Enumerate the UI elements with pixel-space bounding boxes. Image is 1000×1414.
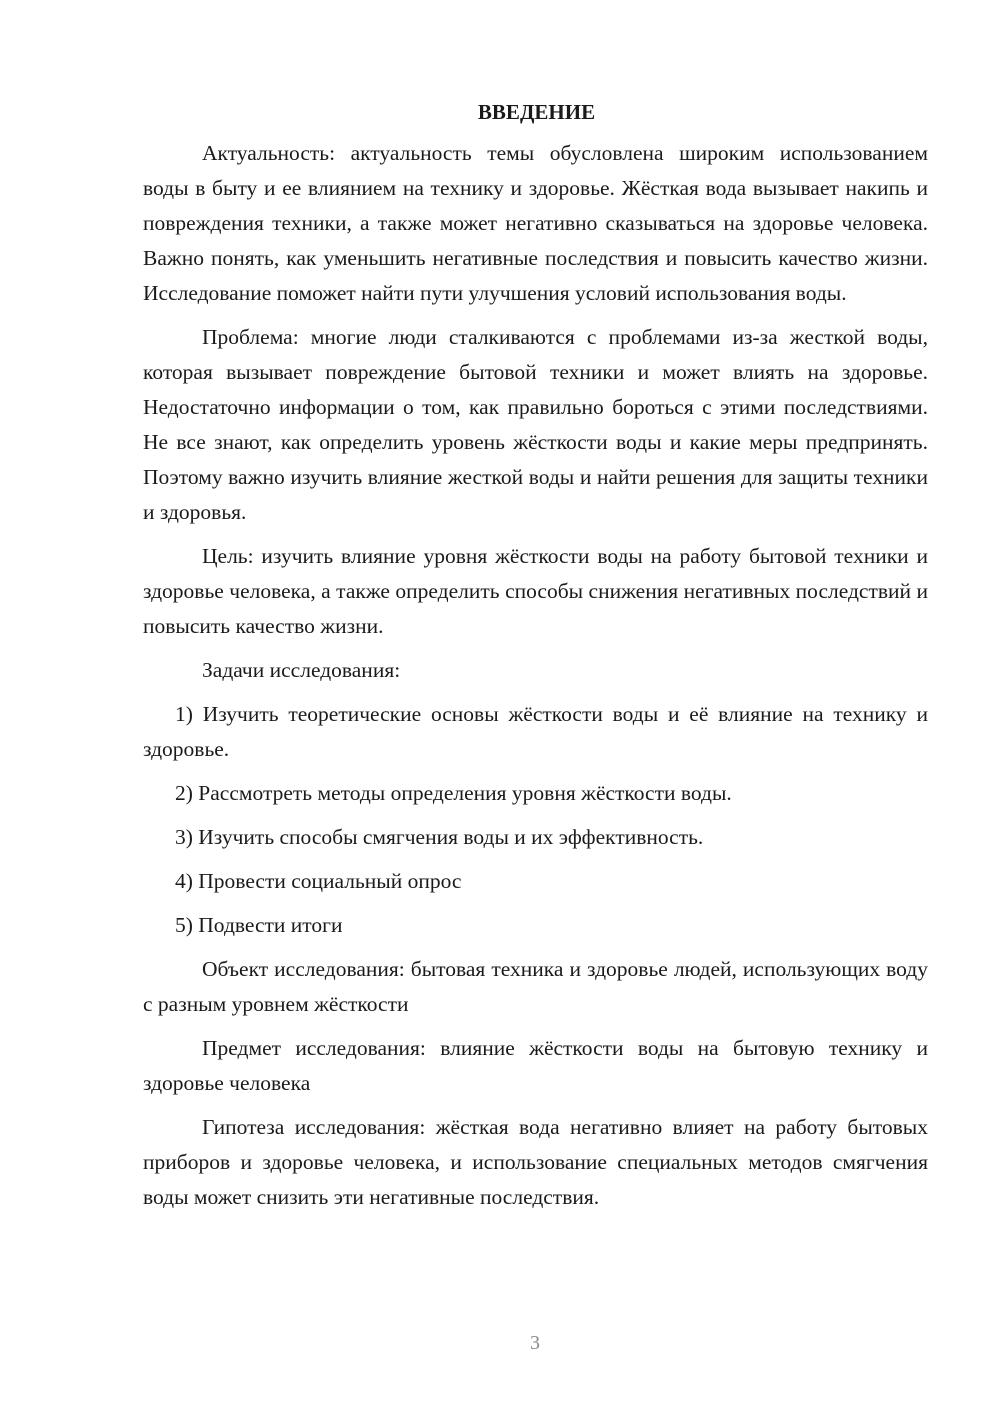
task-item-5: 5) Подвести итоги xyxy=(175,913,343,937)
paragraph-object: Объект исследования: бытовая техника и здоровье людей, использующих воду с разным уровнем жёсткости xyxy=(143,957,928,1016)
task-item-4: 4) Провести социальный опрос xyxy=(175,869,462,893)
paragraph-goal: Цель: изучить влияние уровня жёсткости воды на работу бытовой техники и здоровье человека, а также определить способы снижения негативных последствий и повысить качество жизни. xyxy=(143,544,928,638)
tasks-heading: Задачи исследования: xyxy=(202,658,401,682)
paragraph-relevance: Актуальность: актуальность темы обусловлена широким использованием воды в быту и ее влиянием на технику и здоровье. Жёсткая вода вызывает накипь и повреждения техники, а также может негативно сказываться на здоровье человека. Важно понять, как уменьшить негативные последствия и повысить качество жизни. Исследование поможет найти пути улучшения условий использования воды. xyxy=(143,141,928,305)
paragraph-subject: Предмет исследования: влияние жёсткости воды на бытовую технику и здоровье человека xyxy=(143,1036,928,1095)
task-item-3: 3) Изучить способы смягчения воды и их эффективность. xyxy=(175,825,704,849)
paragraph-hypothesis: Гипотеза исследования: жёсткая вода негативно влияет на работу бытовых приборов и здоровье человека, и использование специальных методов смягчения воды может снизить эти негативные последствия. xyxy=(143,1115,928,1209)
task-item-1: 1) Изучить теоретические основы жёсткости воды и её влияние на технику и здоровье. xyxy=(143,702,928,761)
paragraph-problem: Проблема: многие люди сталкиваются с проблемами из-за жесткой воды, которая вызывает повреждение бытовой техники и может влиять на здоровье. Недостаточно информации о том, как правильно бороться с этими последствиями. Не все знают, как определить уровень жёсткости воды и какие меры предпринять. Поэтому важно изучить влияние жесткой воды и найти решения для защиты техники и здоровья. xyxy=(143,325,928,524)
page-content xyxy=(143,95,928,1224)
task-item-2: 2) Рассмотреть методы определения уровня жёсткости воды. xyxy=(175,781,732,805)
page-number: 3 xyxy=(530,1332,540,1354)
page-title: ВВЕДЕНИЕ xyxy=(477,100,596,124)
